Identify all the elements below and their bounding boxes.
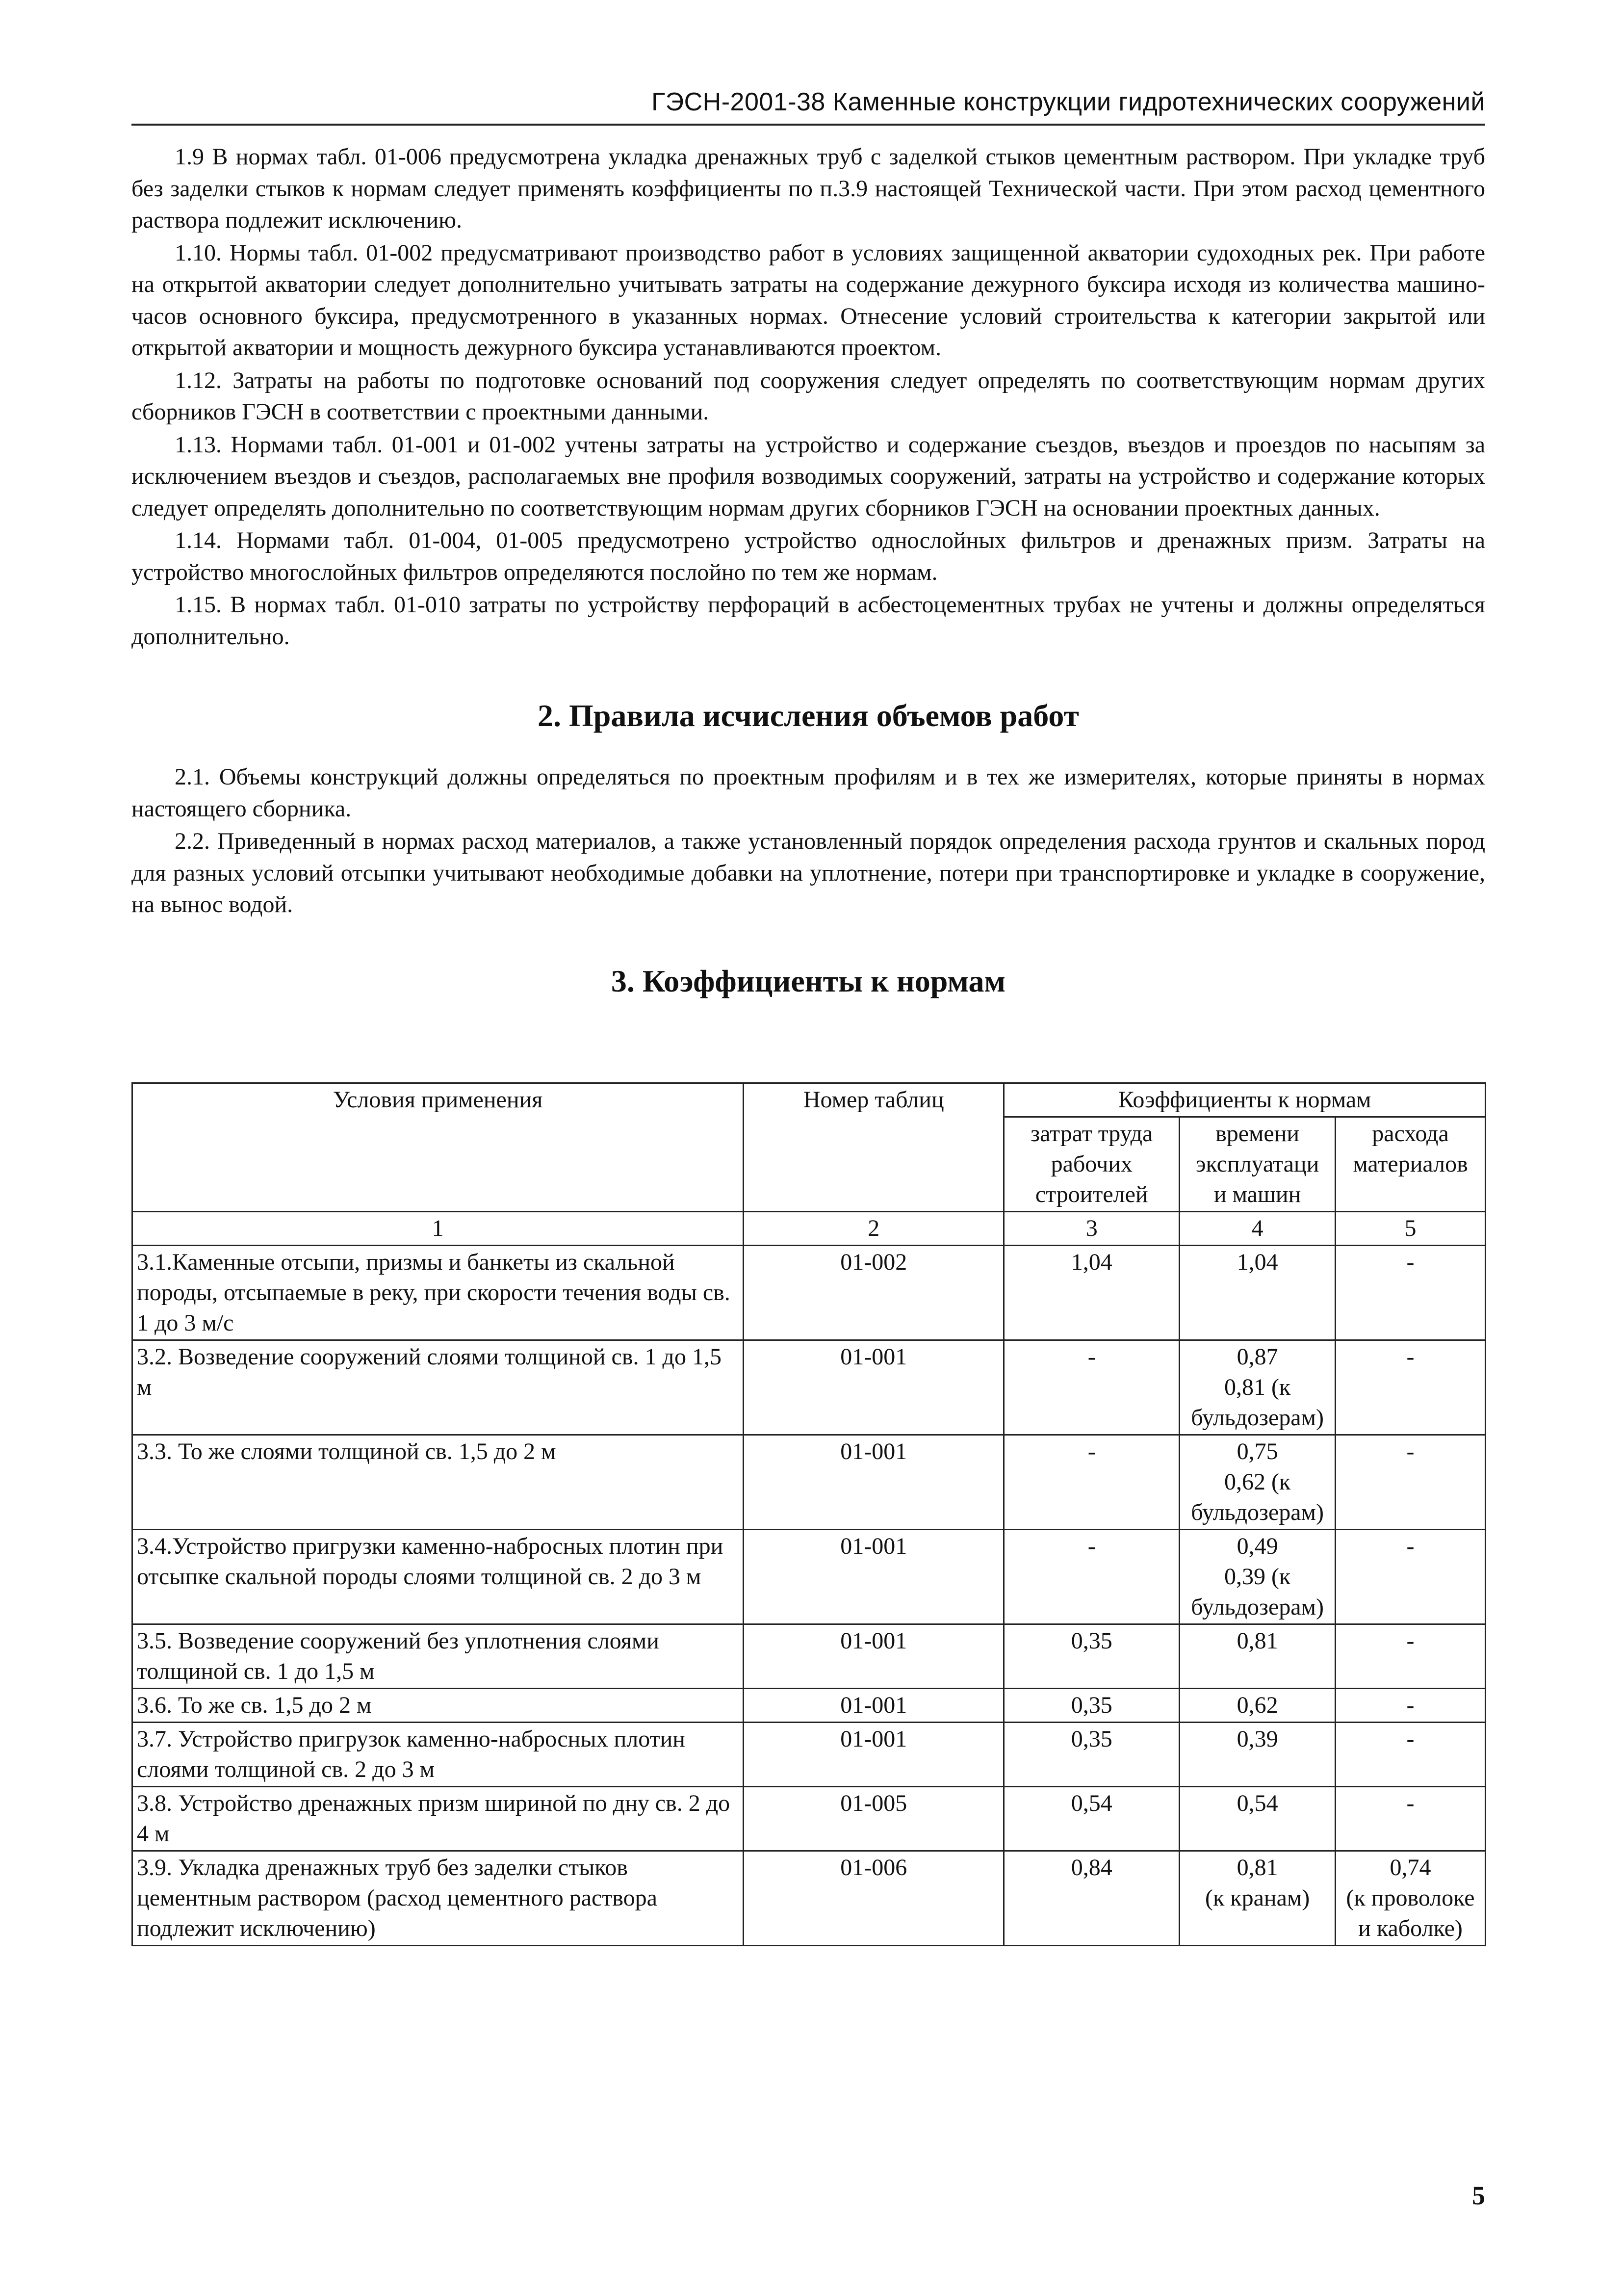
row-materials: - <box>1336 1435 1486 1530</box>
paragraph-1-15: 1.15. В нормах табл. 01-010 затраты по устройству перфораций в асбестоцементных трубах не учтены и должны определяться дополнительно. <box>131 592 1485 650</box>
row-machine-note: 0,39 (к бульдозерам) <box>1191 1564 1324 1620</box>
header-materials: расхода материалов <box>1336 1117 1486 1212</box>
header-coefficients-group: Коэффициенты к нормам <box>1004 1083 1486 1117</box>
table-column-numbers-row <box>132 1212 1486 1246</box>
paragraph-1-9: 1.9 В нормах табл. 01-006 предусмотрена укладка дренажных труб с заделкой стыков цементным раствором. При укладке труб без заделки стыков к нормам следует применять коэффициенты по п.3.9 настоящей Технической части. При этом расход цементного раствора подлежит исключению. <box>131 144 1485 233</box>
row-condition: 3.2. Возведение сооружений слоями толщиной св. 1 до 1,5 м <box>132 1340 744 1435</box>
header-table-number: Номер таблиц <box>744 1083 1004 1212</box>
row-table-number: 01-006 <box>744 1851 1004 1946</box>
row-machine: 0,62 <box>1180 1689 1336 1723</box>
page-content <box>131 141 1485 1027</box>
row-labor: - <box>1004 1340 1180 1435</box>
column-number: 1 <box>132 1212 744 1246</box>
row-table-number: 01-005 <box>744 1787 1004 1851</box>
coefficients-table <box>131 1082 1486 1946</box>
row-materials: - <box>1336 1787 1486 1851</box>
table-row <box>132 1851 1486 1946</box>
header-labor: затрат труда рабочих строителей <box>1004 1117 1180 1212</box>
row-machine: 0,75 0,62 (к бульдозерам) <box>1180 1435 1336 1530</box>
row-machine-note: (к кранам) <box>1205 1885 1310 1911</box>
header-conditions: Условия применения <box>132 1083 744 1212</box>
row-machine: 0,81 (к кранам) <box>1180 1851 1336 1946</box>
column-number: 3 <box>1004 1212 1180 1246</box>
row-labor: 0,54 <box>1004 1787 1180 1851</box>
row-table-number: 01-001 <box>744 1530 1004 1624</box>
row-condition: 3.8. Устройство дренажных призм шириной по дну св. 2 до 4 м <box>132 1787 744 1851</box>
row-labor: 1,04 <box>1004 1246 1180 1340</box>
row-materials: - <box>1336 1246 1486 1340</box>
header-title: ГЭСН-2001-38 Каменные конструкции гидротехнических сооружений <box>651 88 1485 116</box>
row-materials-note: (к проволоке и каболке) <box>1346 1885 1475 1941</box>
row-machine: 0,49 0,39 (к бульдозерам) <box>1180 1530 1336 1624</box>
header-machine-time: времени эксплуатаци и машин <box>1180 1117 1336 1212</box>
row-table-number: 01-001 <box>744 1340 1004 1435</box>
row-machine: 0,39 <box>1180 1723 1336 1787</box>
table-row <box>132 1723 1486 1787</box>
row-machine-note: 0,62 (к бульдозерам) <box>1191 1469 1324 1525</box>
row-table-number: 01-001 <box>744 1435 1004 1530</box>
table-row <box>132 1246 1486 1340</box>
row-condition: 3.5. Возведение сооружений без уплотнения слоями толщиной св. 1 до 1,5 м <box>132 1624 744 1689</box>
row-materials: 0,74 (к проволоке и каболке) <box>1336 1851 1486 1946</box>
column-number: 4 <box>1180 1212 1336 1246</box>
table-row <box>132 1435 1486 1530</box>
row-machine-note: 0,81 (к бульдозерам) <box>1191 1374 1324 1431</box>
row-machine: 0,54 <box>1180 1787 1336 1851</box>
row-machine: 0,81 <box>1180 1624 1336 1689</box>
page-header <box>131 82 1485 126</box>
row-materials: - <box>1336 1723 1486 1787</box>
row-materials: - <box>1336 1340 1486 1435</box>
paragraph-2-1: 2.1. Объемы конструкций должны определяться по проектным профилям и в тех же измерителях, которые приняты в нормах настоящего сборника. <box>131 764 1485 822</box>
row-labor: - <box>1004 1435 1180 1530</box>
row-condition: 3.1.Каменные отсыпи, призмы и банкеты из скальной породы, отсыпаемые в реку, при скорости течения воды св. 1 до 3 м/с <box>132 1246 744 1340</box>
row-labor: 0,35 <box>1004 1723 1180 1787</box>
paragraph-1-10: 1.10. Нормы табл. 01-002 предусматривают производство работ в условиях защищенной акватории судоходных рек. При работе на открытой акватории следует дополнительно учитывать затраты на содержание дежурного буксира исходя из количества машино-часов основного буксира, предусмотренного в указанных нормах. Отнесение условий строительства к категории закрытой или открытой акватории и мощность дежурного буксира устанавливаются проектом. <box>131 239 1485 361</box>
column-number: 5 <box>1336 1212 1486 1246</box>
paragraph-1-12: 1.12. Затраты на работы по подготовке оснований под сооружения следует определять по соответствующим нормам других сборников ГЭСН в соответствии с проектными данными. <box>131 367 1485 425</box>
row-materials: - <box>1336 1689 1486 1723</box>
table-row <box>132 1689 1486 1723</box>
row-machine: 1,04 <box>1180 1246 1336 1340</box>
row-labor: - <box>1004 1530 1180 1624</box>
table-row <box>132 1340 1486 1435</box>
row-table-number: 01-002 <box>744 1246 1004 1340</box>
row-condition: 3.9. Укладка дренажных труб без заделки стыков цементным раствором (расход цементного раствора подлежит исключению) <box>132 1851 744 1946</box>
section-3-heading: 3. Коэффициенты к нормам <box>611 963 1006 998</box>
paragraph-1-13: 1.13. Нормами табл. 01-001 и 01-002 учтены затраты на устройство и содержание съездов, въездов и проездов по насыпям за исключением въездов и съездов, располагаемых вне профиля возводимых сооружений, затраты на устройство и содержание которых следует определять дополнительно по соответствующим нормам других сборников ГЭСН на основании проектных данных. <box>131 431 1485 521</box>
row-condition: 3.6. То же св. 1,5 до 2 м <box>132 1689 744 1723</box>
table-header-row <box>132 1083 1486 1117</box>
column-number: 2 <box>744 1212 1004 1246</box>
page-number: 5 <box>1472 2181 1485 2210</box>
paragraph-2-2: 2.2. Приведенный в нормах расход материалов, а также установленный порядок определения расхода грунтов и скальных пород для разных условий отсыпки учитывают необходимые добавки на уплотнение, потери при транспортировке и укладке в сооружение, на вынос водой. <box>131 828 1485 917</box>
row-condition: 3.3. То же слоями толщиной св. 1,5 до 2 м <box>132 1435 744 1530</box>
row-labor: 0,35 <box>1004 1624 1180 1689</box>
row-labor: 0,84 <box>1004 1851 1180 1946</box>
paragraph-1-14: 1.14. Нормами табл. 01-004, 01-005 предусмотрено устройство однослойных фильтров и дренажных призм. Затраты на устройство многослойных фильтров определяются послойно по тем же нормам. <box>131 527 1485 585</box>
row-materials: - <box>1336 1624 1486 1689</box>
table-row <box>132 1787 1486 1851</box>
row-materials: - <box>1336 1530 1486 1624</box>
row-condition: 3.7. Устройство пригрузок каменно-набросных плотин слоями толщиной св. 2 до 3 м <box>132 1723 744 1787</box>
row-machine: 0,87 0,81 (к бульдозерам) <box>1180 1340 1336 1435</box>
table-row <box>132 1624 1486 1689</box>
table-row <box>132 1530 1486 1624</box>
row-table-number: 01-001 <box>744 1689 1004 1723</box>
row-labor: 0,35 <box>1004 1689 1180 1723</box>
row-condition: 3.4.Устройство пригрузки каменно-набросных плотин при отсыпке скальной породы слоями толщиной св. 2 до 3 м <box>132 1530 744 1624</box>
row-table-number: 01-001 <box>744 1624 1004 1689</box>
section-2-heading: 2. Правила исчисления объемов работ <box>538 698 1079 733</box>
row-table-number: 01-001 <box>744 1723 1004 1787</box>
